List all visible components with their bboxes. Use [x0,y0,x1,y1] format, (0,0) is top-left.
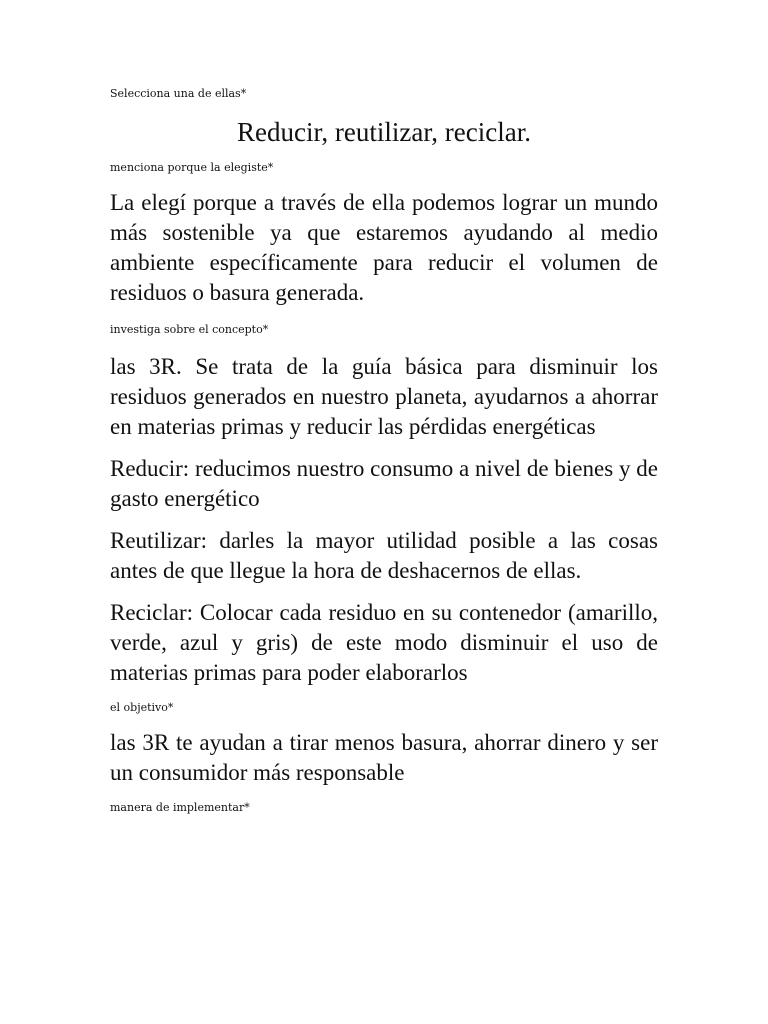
objective-paragraph: las 3R te ayudan a tirar menos basura, ahorrar dinero y ser un consumidor más responsable [110,730,658,785]
prompt-implement: manera de implementar* [110,801,250,814]
prompt-select: Selecciona una de ellas* [110,87,247,100]
reason-paragraph: La elegí porque a través de ella podemos lograr un mundo más sostenible ya que estaremos ayudando al medio ambiente específicamente para reducir el volumen de residuos o basura generada. [110,190,658,305]
reciclar-paragraph: Reciclar: Colocar cada residuo en su contenedor (amarillo, verde, azul y gris) de este modo disminuir el uso de materias primas para poder elaborarlos [110,600,658,685]
document-page [110,86,658,816]
document-title: Reducir, reutilizar, reciclar. [237,117,531,147]
concept-intro-paragraph: las 3R. Se trata de la guía básica para disminuir los residuos generados en nuestro planeta, ayudarnos a ahorrar en materias primas y reducir las pérdidas energéticas [110,354,658,439]
reducir-paragraph: Reducir: reducimos nuestro consumo a nivel de bienes y de gasto energético [110,456,658,511]
prompt-reason: menciona porque la elegiste* [110,161,274,174]
prompt-objective: el objetivo* [110,701,174,714]
reutilizar-paragraph: Reutilizar: darles la mayor utilidad posible a las cosas antes de que llegue la hora de deshacernos de ellas. [110,528,658,583]
prompt-research: investiga sobre el concepto* [110,323,269,336]
